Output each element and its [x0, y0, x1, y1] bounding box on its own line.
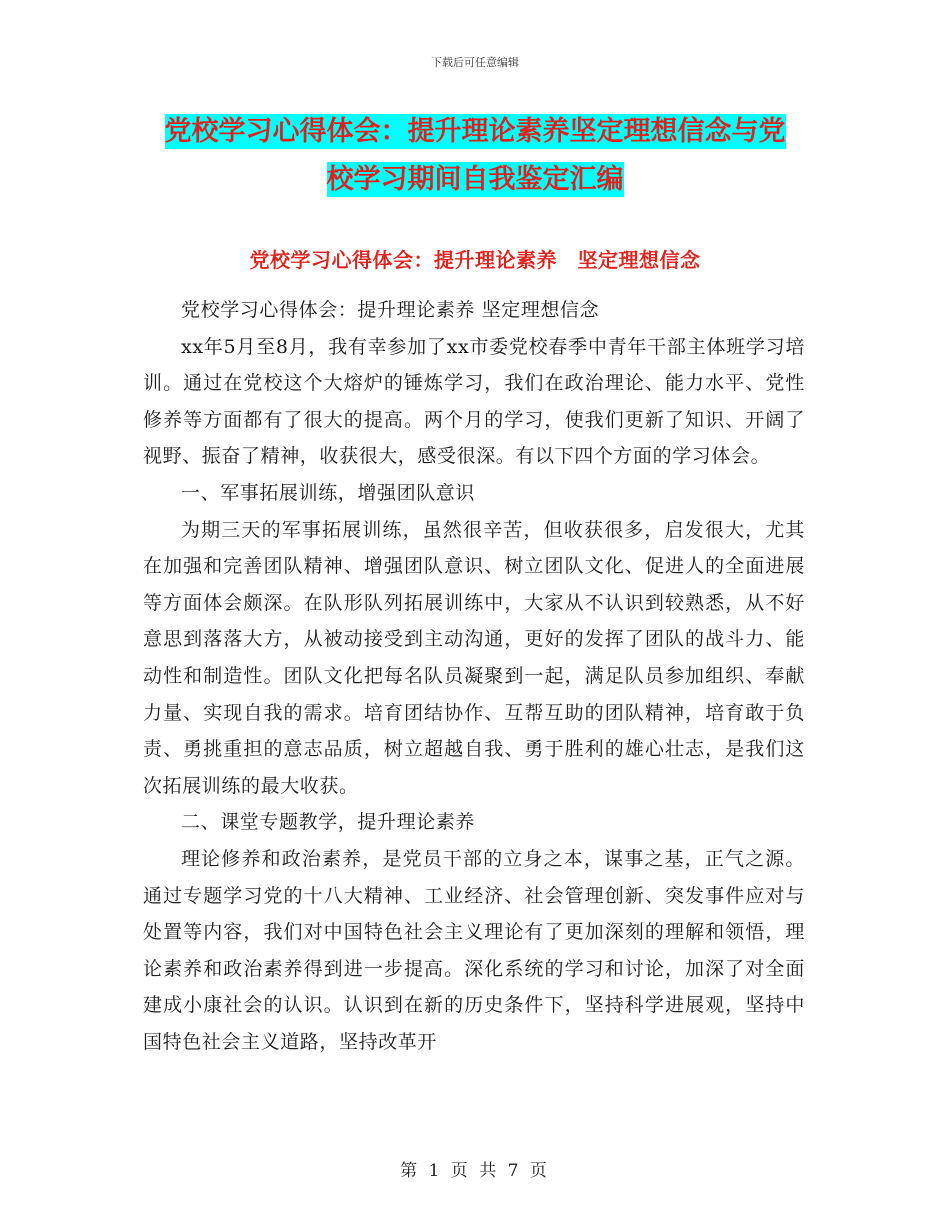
document-title-line-2: 校学习期间自我鉴定汇编: [326, 164, 624, 195]
page-number: 第 1 页 共 7 页: [400, 1161, 550, 1181]
paragraph-heading-2: 二、课堂专题教学，提升理论素养: [181, 811, 476, 834]
document-title-line-1: 党校学习心得体会：提升理论素养坚定理想信念与党: [164, 116, 786, 147]
paragraph-heading-1: 一、军事拓展训练，增强团队意识: [181, 481, 476, 504]
paragraph-section-2: 理论修养和政治素养，是党员干部的立身之本，谋事之基，正气之源。通过专题学习党的十八大精神、工业经济、社会管理创新、突发事件应对与处置等内容，我们对中国特色社会主义理论有了更加深刻的理解和领悟，理论素养和政治素养得到进一步提高。深化系统的学习和讨论，加深了对全面建成小康社会的认识。认识到在新的历史条件下，坚持科学进展观，坚持中国特色社会主义道路，坚持改革开: [143, 847, 805, 1053]
paragraph-subheading: 党校学习心得体会：提升理论素养 坚定理想信念: [181, 299, 600, 321]
document-title: [140, 108, 810, 204]
document-body: [143, 292, 805, 1060]
paragraph-intro: xx年5月至8月，我有幸参加了xx市委党校春季中青年干部主体班学习培训。通过在党校这个大熔炉的锤炼学习，我们在政治理论、能力水平、党性修养等方面都有了很大的提高。两个月的学习，使我们更新了知识、开阔了视野、振奋了精神，收获很大，感受很深。有以下四个方面的学习体会。: [143, 335, 805, 468]
paragraph-section-1: 为期三天的军事拓展训练，虽然很辛苦，但收获很多，启发很大，尤其在加强和完善团队精神、增强团队意识、树立团队文化、促进人的全面进展等方面体会颇深。在队形队列拓展训练中，大家从不认识到较熟悉，从不好意思到落落大方，从被动接受到主动沟通，更好的发挥了团队的战斗力、能动性和制造性。团队文化把每名队员凝聚到一起，满足队员参加组织、奉献力量、实现自我的需求。培育团结协作、互帮互助的团队精神，培育敢于负责、勇挑重担的意志品质，树立超越自我、勇于胜利的雄心壮志，是我们这次拓展训练的最大收获。: [143, 518, 805, 797]
page-header-note: 下载后可任意编辑: [431, 56, 519, 69]
section-title: 党校学习心得体会：提升理论素养 坚定理想信念: [249, 248, 701, 272]
